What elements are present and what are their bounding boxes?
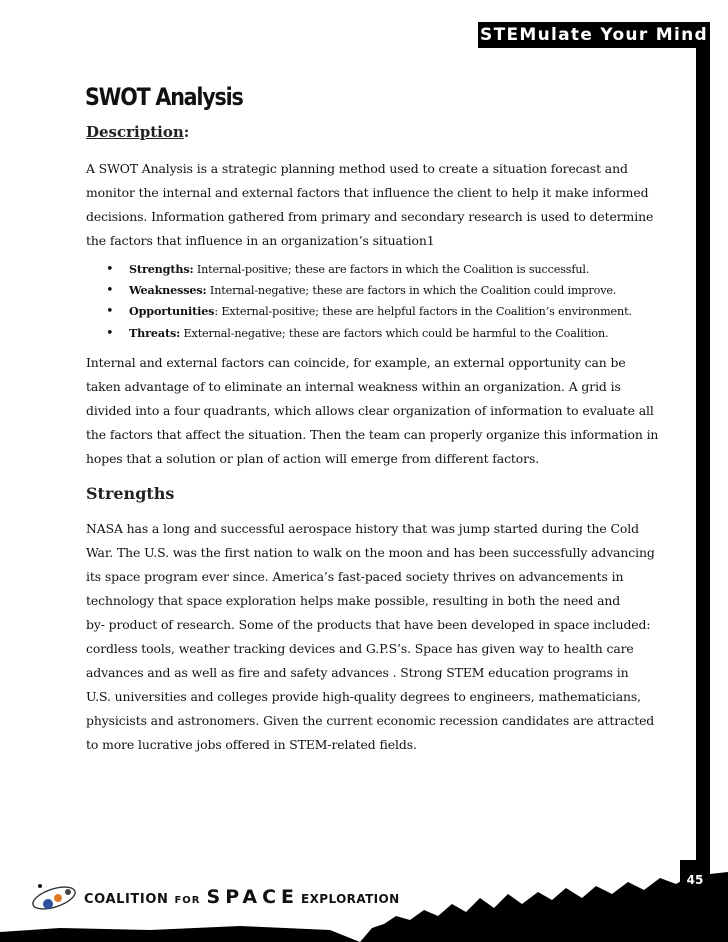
- bullet-text: Internal-negative; these are factors in which the Coalition could improve.: [206, 284, 617, 298]
- bullet-text: External-negative; these are factors which could be harmful to the Coalition.: [180, 326, 609, 340]
- text-line: U.S. universities and colleges provide high-quality degrees to engineers, mathematicians,: [86, 689, 642, 704]
- logo-word-coalition: COALITION: [84, 892, 169, 907]
- text-line: advances and as well as fire and safety advances . Strong STEM education programs in: [86, 665, 629, 680]
- description-heading-colon: :: [183, 123, 190, 141]
- bullet-threats: [104, 323, 664, 344]
- footer-logo: [30, 876, 400, 918]
- text-line: decisions. Information gathered from primary and secondary research is used to determine: [86, 209, 654, 224]
- text-line: the factors that influence in an organization’s situation1: [86, 233, 435, 248]
- text-line: Internal and external factors can coincide, for example, an external opportunity can be: [86, 355, 626, 370]
- text-line: its space program ever since. America’s fast-paced society thrives on advancements in: [86, 569, 624, 584]
- footer-logo-wordmark: [84, 886, 400, 908]
- description-paragraph: [86, 157, 654, 253]
- text-line: by- product of research. Some of the products that have been developed in space included:: [86, 617, 651, 632]
- text-line: A SWOT Analysis is a strategic planning method used to create a situation forecast and: [86, 161, 628, 176]
- text-line: the factors that affect the situation. Then the team can properly organize this information in: [86, 427, 659, 442]
- text-line: hopes that a solution or plan of action will emerge from different factors.: [86, 451, 540, 466]
- description-heading-text: Description: [86, 123, 184, 141]
- text-line: physicists and astronomers. Given the current economic recession candidates are attracted: [86, 713, 655, 728]
- text-line: monitor the internal and external factors that influence the client to help it make informed: [86, 185, 649, 200]
- description-followup-paragraph: [86, 351, 659, 471]
- bullet-opportunities: [104, 301, 664, 322]
- logo-word-exploration: EXPLORATION: [301, 892, 400, 906]
- text-line: taken advantage of to eliminate an internal weakness within an organization. A grid is: [86, 379, 621, 394]
- text-line: War. The U.S. was the first nation to walk on the moon and has been successfully advancing: [86, 545, 655, 560]
- bullet-text: : External-positive; these are helpful factors in the Coalition’s environment.: [214, 305, 632, 319]
- page-number: 45: [680, 860, 710, 900]
- coalition-logo-icon: [30, 876, 82, 918]
- header-banner: STEMulate Your Mind: [478, 22, 710, 48]
- bullet-term: Strengths:: [129, 262, 194, 276]
- bullet-term: Weaknesses:: [129, 283, 207, 298]
- page-title: SWOT Analysis: [85, 83, 243, 111]
- logo-word-space: SPACE: [206, 886, 300, 908]
- text-line: cordless tools, weather tracking devices and G.P.S’s. Space has given way to health care: [86, 641, 634, 656]
- text-line: divided into a four quadrants, which allows clear organization of information to evaluate all: [86, 403, 654, 418]
- logo-word-for: FOR: [174, 895, 201, 906]
- bullet-weaknesses: [104, 280, 664, 301]
- strengths-paragraph: [86, 517, 654, 757]
- bullet-term: Opportunities: [129, 304, 215, 319]
- text-line: technology that space exploration helps make possible, resulting in both the need and: [86, 593, 621, 608]
- text-line: to more lucrative jobs offered in STEM-related fields.: [86, 737, 417, 752]
- description-heading: [86, 123, 189, 141]
- swot-bullet-list: [104, 259, 664, 344]
- bullet-text: Internal-positive; these are factors in which the Coalition is successful.: [193, 263, 590, 276]
- text-line: NASA has a long and successful aerospace history that was jump started during the Cold: [86, 521, 639, 536]
- bullet-term: Threats:: [129, 325, 181, 340]
- right-edge-bar: [696, 42, 710, 900]
- strengths-heading: Strengths: [86, 484, 175, 503]
- bullet-strengths: [104, 259, 664, 280]
